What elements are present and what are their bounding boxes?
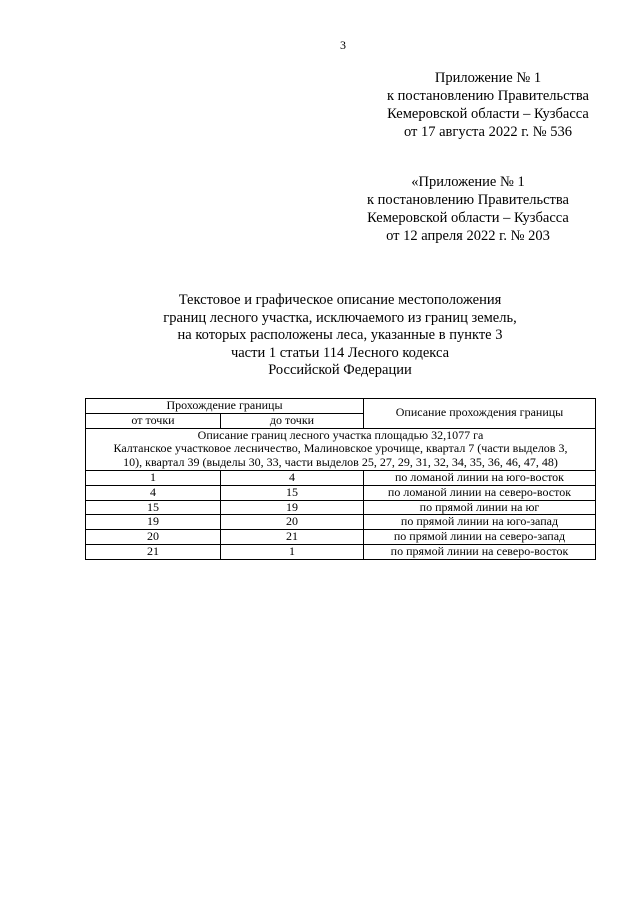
- approval-line: Кемеровской области – Кузбасса: [387, 106, 589, 122]
- approval-line: от 17 августа 2022 г. № 536: [403, 124, 573, 140]
- table-row: [86, 530, 596, 545]
- title-line: границ лесного участка, исключаемого из границ земель,: [163, 309, 517, 326]
- boundary-description-table: [85, 398, 596, 560]
- approval-line: Кемеровской области – Кузбасса: [367, 210, 569, 226]
- cell-description: по ломаной линии на северо-восток: [364, 485, 596, 500]
- approval-line: от 12 апреля 2022 г. № 203: [386, 228, 550, 244]
- title-line: на которых расположены леса, указанные в пункте 3: [177, 327, 503, 343]
- cell-from-point: 1: [86, 470, 221, 485]
- approval-line: Приложение № 1: [434, 70, 542, 86]
- cell-to-point: 4: [221, 470, 364, 485]
- approval-line: «Приложение № 1: [411, 174, 525, 190]
- cell-to-point: 1: [221, 544, 364, 559]
- header-description: Описание прохождения границы: [364, 399, 596, 429]
- title-line: Текстовое и графическое описание местоположения: [178, 292, 502, 308]
- header-boundary-passage: Прохождение границы: [86, 399, 364, 414]
- approval-stamp-original: [338, 173, 598, 245]
- cell-from-point: 21: [86, 544, 221, 559]
- cell-description: по прямой линии на северо-запад: [364, 530, 596, 545]
- cell-to-point: 20: [221, 515, 364, 530]
- header-from-point: от точки: [86, 413, 221, 428]
- cell-to-point: 21: [221, 530, 364, 545]
- table-row: [86, 485, 596, 500]
- approval-line: к постановлению Правительства: [387, 88, 589, 104]
- plot-location-text: 10), квартал 39 (выделы 30, 33, части выделов 25, 27, 29, 31, 32, 34, 35, 36, 46, 47, 48): [123, 455, 558, 470]
- cell-from-point: 19: [86, 515, 221, 530]
- cell-from-point: 15: [86, 500, 221, 515]
- approval-line: к постановлению Правительства: [367, 192, 569, 208]
- cell-description: по прямой линии на юг: [364, 500, 596, 515]
- cell-to-point: 19: [221, 500, 364, 515]
- approval-stamp-current: [358, 69, 618, 141]
- plot-description-cell: [86, 428, 596, 470]
- table-row: [86, 544, 596, 559]
- table-row: [86, 470, 596, 485]
- header-to-point: до точки: [221, 413, 364, 428]
- table-row: [86, 515, 596, 530]
- cell-description: по ломаной линии на юго-восток: [364, 470, 596, 485]
- table-row: [86, 500, 596, 515]
- document-title: [80, 292, 600, 380]
- title-line: части 1 статьи 114 Лесного кодекса: [230, 344, 450, 361]
- title-line: Российской Федерации: [268, 362, 412, 378]
- cell-description: по прямой линии на юго-запад: [364, 515, 596, 530]
- cell-to-point: 15: [221, 485, 364, 500]
- cell-from-point: 20: [86, 530, 221, 545]
- plot-area-text: Описание границ лесного участка площадью 32,1077 га: [197, 427, 484, 442]
- page-number: 3: [340, 38, 346, 52]
- cell-from-point: 4: [86, 485, 221, 500]
- plot-location-text: Калтанское участковое лесничество, Малиновское урочище, квартал 7 (части выделов 3,: [113, 441, 568, 456]
- cell-description: по прямой линии на северо-восток: [364, 544, 596, 559]
- plot-description-row: [86, 428, 596, 470]
- table-header-row: [86, 399, 596, 414]
